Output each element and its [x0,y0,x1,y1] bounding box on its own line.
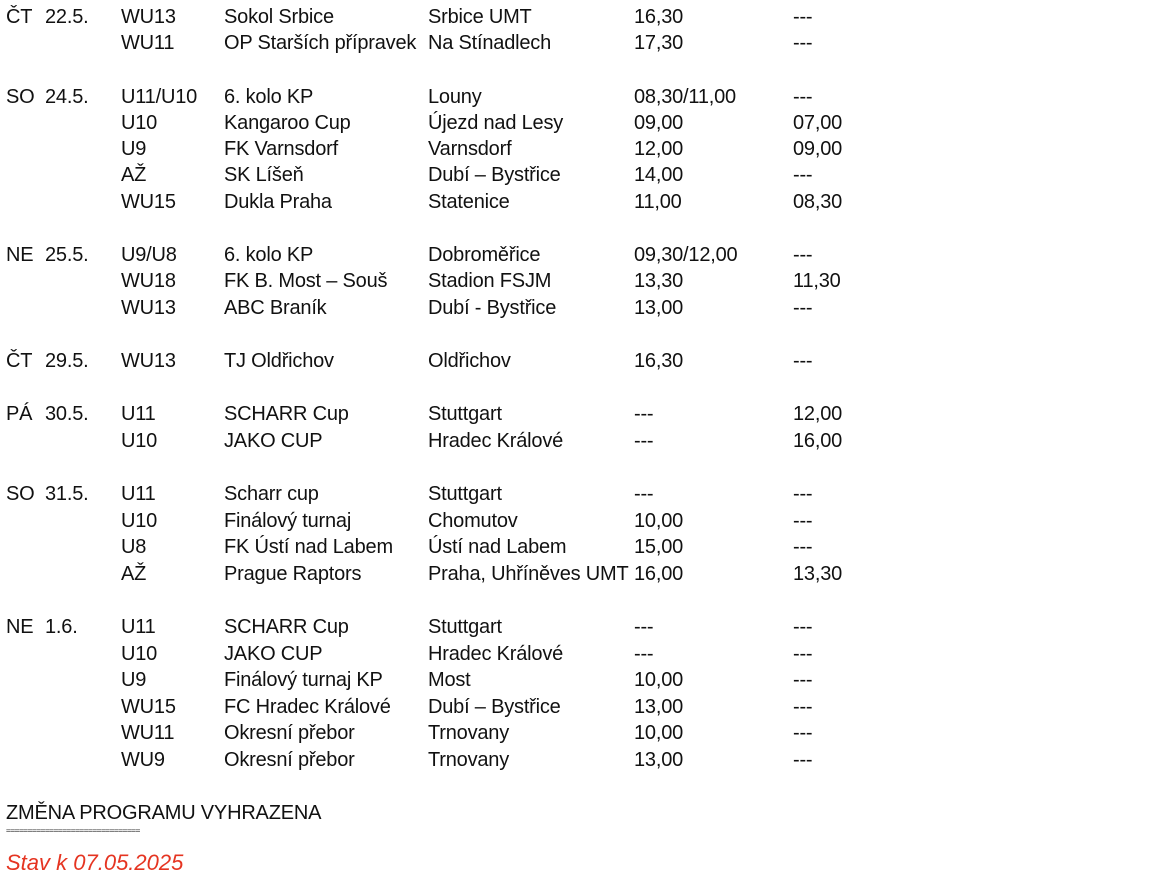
schedule-row [0,508,1154,534]
meet-cell: --- [793,643,813,665]
meet-cell: --- [793,616,813,638]
venue-cell: Trnovany [428,722,510,744]
schedule-row [0,667,1154,693]
team-cell: AŽ [121,164,147,186]
meet-cell: 13,30 [793,563,843,585]
venue-cell: Srbice UMT [428,6,532,28]
venue-cell: Hradec Králové [428,643,564,665]
kickoff-cell: 10,00 [634,722,684,744]
venue-cell: Dubí - Bystřice [428,297,557,319]
schedule-row [0,747,1154,773]
kickoff-cell: 16,30 [634,6,684,28]
meet-cell: --- [793,350,813,372]
kickoff-cell: 13,00 [634,696,684,718]
team-cell: U9 [121,669,147,691]
meet-cell: 09,00 [793,138,843,160]
team-cell: WU15 [121,191,176,213]
venue-cell: Stuttgart [428,483,502,505]
venue-cell: Oldřichov [428,350,511,372]
opponent-cell: Sokol Srbice [224,6,334,28]
venue-cell: Louny [428,86,482,108]
venue-cell: Trnovany [428,749,510,771]
meet-cell: 07,00 [793,112,843,134]
meet-cell: --- [793,669,813,691]
program-change-notice: ZMĚNA PROGRAMU VYHRAZENA [6,802,322,824]
day-cell: NE [6,616,34,638]
kickoff-cell: 16,30 [634,350,684,372]
venue-cell: Ústí nad Labem [428,536,567,558]
opponent-cell: ABC Braník [224,297,327,319]
team-cell: U10 [121,112,158,134]
schedule-row [0,428,1154,454]
team-cell: U11/U10 [121,86,198,108]
opponent-cell: Kangaroo Cup [224,112,351,134]
opponent-cell: Prague Raptors [224,563,362,585]
kickoff-cell: 08,30/11,00 [634,86,736,108]
venue-cell: Statenice [428,191,510,213]
team-cell: WU9 [121,749,165,771]
venue-cell: Na Stínadlech [428,32,552,54]
kickoff-cell: --- [634,643,654,665]
meet-cell: --- [793,86,813,108]
opponent-cell: TJ Oldřichov [224,350,334,372]
team-cell: U10 [121,643,158,665]
opponent-cell: Finálový turnaj [224,510,352,532]
opponent-cell: SCHARR Cup [224,403,349,425]
kickoff-cell: --- [634,616,654,638]
team-cell: U10 [121,430,158,452]
day-cell: SO [6,86,35,108]
team-cell: U11 [121,483,156,505]
date-cell: 25.5. [45,244,89,266]
schedule-row [0,268,1154,294]
schedule-row [0,4,1154,30]
kickoff-cell: 13,00 [634,297,684,319]
venue-cell: Most [428,669,471,691]
schedule-row [0,162,1154,188]
opponent-cell: FK Varnsdorf [224,138,338,160]
schedule-row [0,242,1154,268]
venue-cell: Praha, Uhříněves UMT [428,563,629,585]
schedule-row [0,189,1154,215]
day-cell: ČT [6,350,33,372]
meet-cell: --- [793,32,813,54]
team-cell: WU13 [121,297,176,319]
schedule-row [0,110,1154,136]
opponent-cell: Okresní přebor [224,722,355,744]
opponent-cell: JAKO CUP [224,430,323,452]
day-cell: PÁ [6,403,33,425]
meet-cell: 12,00 [793,403,843,425]
meet-cell: --- [793,6,813,28]
schedule-row [0,694,1154,720]
venue-cell: Chomutov [428,510,518,532]
day-cell: NE [6,244,34,266]
meet-cell: --- [793,696,813,718]
venue-cell: Dubí – Bystřice [428,696,561,718]
meet-cell: --- [793,244,813,266]
date-cell: 31.5. [45,483,89,505]
opponent-cell: SK Líšeň [224,164,304,186]
schedule-row [0,641,1154,667]
opponent-cell: Okresní přebor [224,749,355,771]
date-cell: 30.5. [45,403,89,425]
team-cell: U10 [121,510,158,532]
meet-cell: --- [793,536,813,558]
date-cell: 22.5. [45,6,89,28]
kickoff-cell: 16,00 [634,563,684,585]
opponent-cell: FK B. Most – Souš [224,270,388,292]
kickoff-cell: 11,00 [634,191,682,213]
team-cell: U11 [121,616,156,638]
opponent-cell: FC Hradec Králové [224,696,391,718]
team-cell: WU11 [121,32,175,54]
venue-cell: Stadion FSJM [428,270,552,292]
kickoff-cell: 17,30 [634,32,684,54]
team-cell: U11 [121,403,156,425]
date-cell: 24.5. [45,86,89,108]
meet-cell: 11,30 [793,270,841,292]
venue-cell: Stuttgart [428,616,502,638]
opponent-cell: OP Starších přípravek [224,32,417,54]
opponent-cell: SCHARR Cup [224,616,349,638]
kickoff-cell: 10,00 [634,669,684,691]
meet-cell: --- [793,749,813,771]
schedule-row [0,401,1154,427]
schedule-row [0,534,1154,560]
schedule-row [0,84,1154,110]
date-cell: 1.6. [45,616,78,638]
schedule-row [0,720,1154,746]
schedule-row [0,561,1154,587]
opponent-cell: 6. kolo KP [224,86,314,108]
day-cell: ČT [6,6,33,28]
meet-cell: --- [793,722,813,744]
kickoff-cell: 14,00 [634,164,684,186]
kickoff-cell: --- [634,403,654,425]
kickoff-cell: 12,00 [634,138,684,160]
kickoff-cell: --- [634,483,654,505]
team-cell: WU11 [121,722,175,744]
venue-cell: Újezd nad Lesy [428,112,564,134]
team-cell: U9/U8 [121,244,177,266]
team-cell: U9 [121,138,147,160]
venue-cell: Varnsdorf [428,138,512,160]
day-cell: SO [6,483,35,505]
team-cell: WU15 [121,696,176,718]
meet-cell: --- [793,483,813,505]
opponent-cell: Dukla Praha [224,191,332,213]
date-cell: 29.5. [45,350,89,372]
schedule-row [0,136,1154,162]
meet-cell: --- [793,510,813,532]
opponent-cell: Scharr cup [224,483,319,505]
divider-rule: =============================== [6,826,140,835]
schedule-row [0,614,1154,640]
meet-cell: --- [793,297,813,319]
opponent-cell: 6. kolo KP [224,244,314,266]
kickoff-cell: 10,00 [634,510,684,532]
schedule-row [0,295,1154,321]
team-cell: WU18 [121,270,176,292]
opponent-cell: Finálový turnaj KP [224,669,383,691]
schedule-row [0,348,1154,374]
opponent-cell: FK Ústí nad Labem [224,536,393,558]
kickoff-cell: 09,30/12,00 [634,244,738,266]
schedule-row [0,481,1154,507]
team-cell: WU13 [121,350,176,372]
venue-cell: Stuttgart [428,403,502,425]
venue-cell: Dubí – Bystřice [428,164,561,186]
team-cell: AŽ [121,563,147,585]
opponent-cell: JAKO CUP [224,643,323,665]
kickoff-cell: 13,30 [634,270,684,292]
kickoff-cell: 15,00 [634,536,684,558]
kickoff-cell: --- [634,430,654,452]
schedule-row [0,30,1154,56]
team-cell: U8 [121,536,147,558]
venue-cell: Hradec Králové [428,430,564,452]
team-cell: WU13 [121,6,176,28]
meet-cell: --- [793,164,813,186]
status-date: Stav k 07.05.2025 [6,850,184,875]
kickoff-cell: 13,00 [634,749,684,771]
venue-cell: Dobroměřice [428,244,541,266]
meet-cell: 08,30 [793,191,843,213]
meet-cell: 16,00 [793,430,843,452]
kickoff-cell: 09,00 [634,112,684,134]
